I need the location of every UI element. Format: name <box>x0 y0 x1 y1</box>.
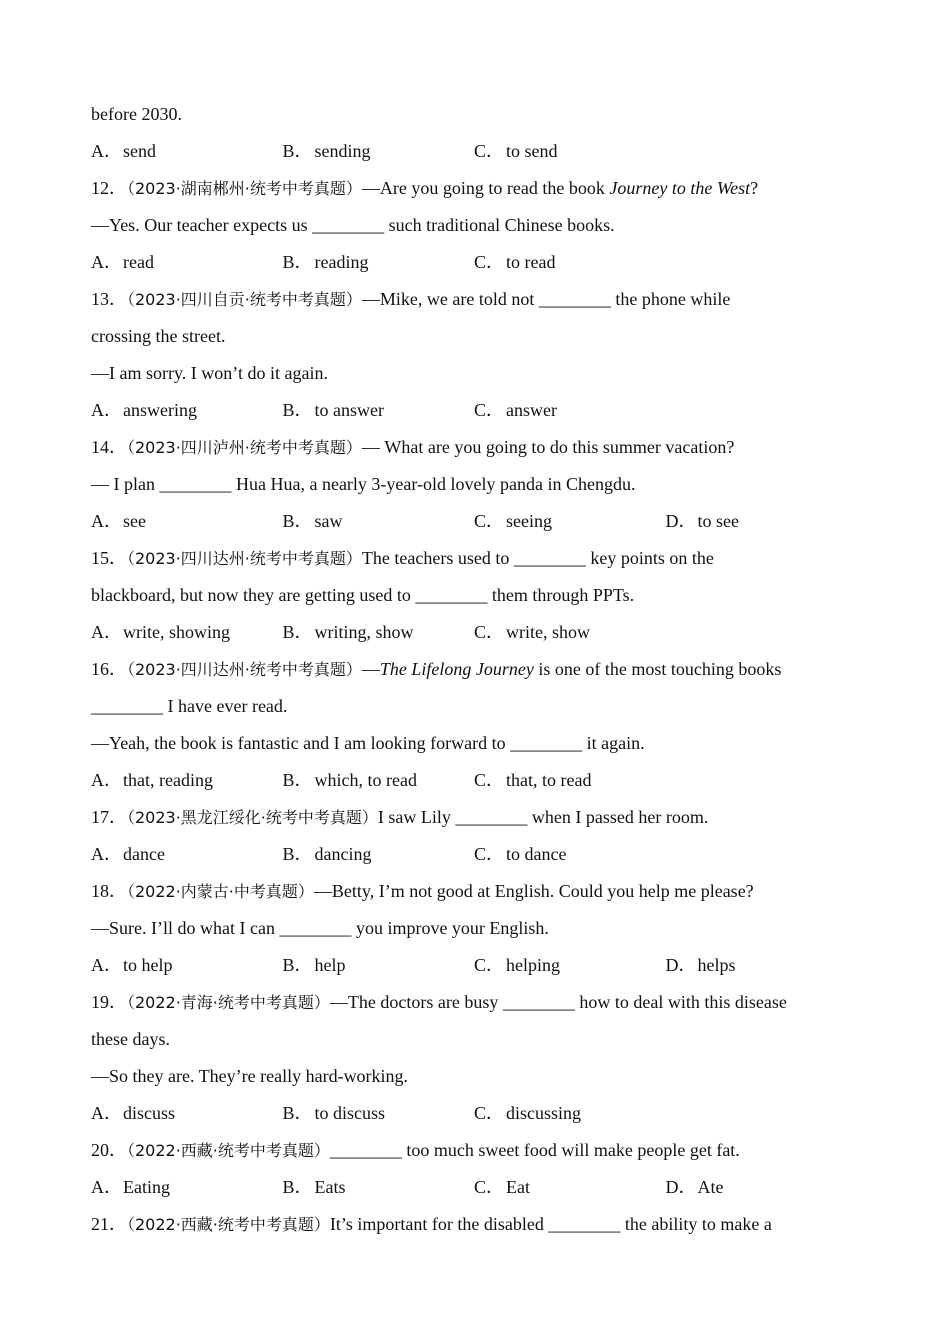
question-number: 13． <box>91 289 127 309</box>
option-a: A．discuss <box>91 1103 176 1123</box>
book-title: The Lifelong Journey <box>379 659 534 679</box>
options-row <box>91 133 871 170</box>
option-d: D．to see <box>665 511 739 531</box>
option-a: A．write, showing <box>91 622 230 642</box>
question-text: —The doctors are busy ________ how to deal with this disease <box>329 992 787 1012</box>
question-21 <box>91 1206 871 1243</box>
option-c: C． to dance <box>474 844 567 864</box>
question-15 <box>91 540 871 577</box>
question-text: The teachers used to ________ key points on the <box>361 548 714 568</box>
question-text-line: —So they are. They’re really hard-working. <box>91 1066 409 1086</box>
question-source: （2023·四川自贡·统考中考真题） <box>127 290 362 309</box>
option-a: A．to help <box>91 955 173 975</box>
options-row <box>91 392 871 429</box>
option-a: A．see <box>91 511 146 531</box>
question-number: 19． <box>91 992 127 1012</box>
question-number: 17． <box>91 807 127 827</box>
option-c: C． helping <box>474 955 560 975</box>
option-d: D．helps <box>665 955 736 975</box>
option-b: B． to answer <box>282 400 384 420</box>
question-text-line: ________ I have ever read. <box>91 696 288 716</box>
option-a: A．dance <box>91 844 165 864</box>
question-text: — What are you going to do this summer vacation? <box>361 437 735 457</box>
question-source: （2023·四川达州·统考中考真题） <box>127 549 362 568</box>
question-source: （2022·西藏·统考中考真题） <box>127 1141 330 1160</box>
options-row <box>91 762 871 799</box>
option-c: C． to send <box>474 141 558 161</box>
question-text-line: crossing the street. <box>91 326 226 346</box>
question-text-line: —I am sorry. I won’t do it again. <box>91 363 328 383</box>
options-row <box>91 614 871 651</box>
question-text-line: —Yes. Our teacher expects us ________ such traditional Chinese books. <box>91 215 615 235</box>
question-text-line: —Sure. I’ll do what I can ________ you improve your English. <box>91 918 549 938</box>
question-text: —Betty, I’m not good at English. Could you help me please? <box>313 881 754 901</box>
question-text: —Mike, we are told not ________ the phone while <box>361 289 731 309</box>
question-18 <box>91 873 871 910</box>
question-source: （2023·黑龙江绥化·统考中考真题） <box>127 808 378 827</box>
option-a: A．that, reading <box>91 770 213 790</box>
question-source: （2022·内蒙古·中考真题） <box>127 882 314 901</box>
question-number: 12． <box>91 178 127 198</box>
question-source: （2023·四川达州·统考中考真题） <box>127 660 362 679</box>
question-text: It’s important for the disabled ________ the ability to make a <box>329 1214 772 1234</box>
question-number: 16． <box>91 659 127 679</box>
question-continuation: before 2030. <box>91 104 182 124</box>
option-a: A．send <box>91 141 156 161</box>
question-number: 15． <box>91 548 127 568</box>
question-text-line: —Yeah, the book is fantastic and I am looking forward to ________ it again. <box>91 733 645 753</box>
question-20 <box>91 1132 871 1169</box>
option-c: C． to read <box>474 252 556 272</box>
option-b: B． reading <box>282 252 369 272</box>
question-text-line: — I plan ________ Hua Hua, a nearly 3-year-old lovely panda in Chengdu. <box>91 474 636 494</box>
option-b: B． saw <box>282 511 343 531</box>
option-b: B． which, to read <box>282 770 417 790</box>
question-text: ________ too much sweet food will make people get fat. <box>329 1140 740 1160</box>
options-row <box>91 1169 871 1206</box>
question-16: 16．（2023·四川达州·统考中考真题）—The Lifelong Journey is one of the most touching books <box>91 659 782 679</box>
option-b: B． Eats <box>282 1177 346 1197</box>
option-b: B． to discuss <box>282 1103 386 1123</box>
option-b: B． dancing <box>282 844 372 864</box>
question-text-line: blackboard, but now they are getting used to ________ them through PPTs. <box>91 585 635 605</box>
question-number: 14． <box>91 437 127 457</box>
option-c: C． that, to read <box>474 770 592 790</box>
question-text-line: these days. <box>91 1029 170 1049</box>
question-source: （2023·湖南郴州·统考中考真题） <box>127 179 362 198</box>
options-row <box>91 244 871 281</box>
question-19 <box>91 984 871 1021</box>
question-17 <box>91 799 871 836</box>
question-list <box>91 96 871 1243</box>
options-row <box>91 947 871 984</box>
question-13 <box>91 281 871 318</box>
question-number: 21． <box>91 1214 127 1234</box>
question-text: —Are you going to read the book <box>361 178 610 198</box>
options-row <box>91 836 871 873</box>
question-text: is one of the most touching books <box>533 659 782 679</box>
option-a: A．read <box>91 252 154 272</box>
question-number: 20． <box>91 1140 127 1160</box>
option-b: B． sending <box>282 141 371 161</box>
option-d: D．Ate <box>665 1177 724 1197</box>
option-c: C． seeing <box>474 511 552 531</box>
book-title: Journey to the West <box>609 178 751 198</box>
question-14 <box>91 429 871 466</box>
option-c: C． write, show <box>474 622 590 642</box>
options-row <box>91 503 871 540</box>
option-b: B． help <box>282 955 346 975</box>
option-a: A．Eating <box>91 1177 170 1197</box>
option-a: A．answering <box>91 400 197 420</box>
options-row <box>91 1095 871 1132</box>
option-c: C． Eat <box>474 1177 530 1197</box>
question-12: 12．（2023·湖南郴州·统考中考真题）—Are you going to read the book Journey to the West? <box>91 178 759 198</box>
question-source: （2022·西藏·统考中考真题） <box>127 1215 330 1234</box>
question-source: （2022·青海·统考中考真题） <box>127 993 330 1012</box>
option-c: C． answer <box>474 400 557 420</box>
option-c: C． discussing <box>474 1103 582 1123</box>
option-b: B． writing, show <box>282 622 414 642</box>
question-source: （2023·四川泸州·统考中考真题） <box>127 438 362 457</box>
question-text: I saw Lily ________ when I passed her room. <box>377 807 709 827</box>
question-number: 18． <box>91 881 127 901</box>
